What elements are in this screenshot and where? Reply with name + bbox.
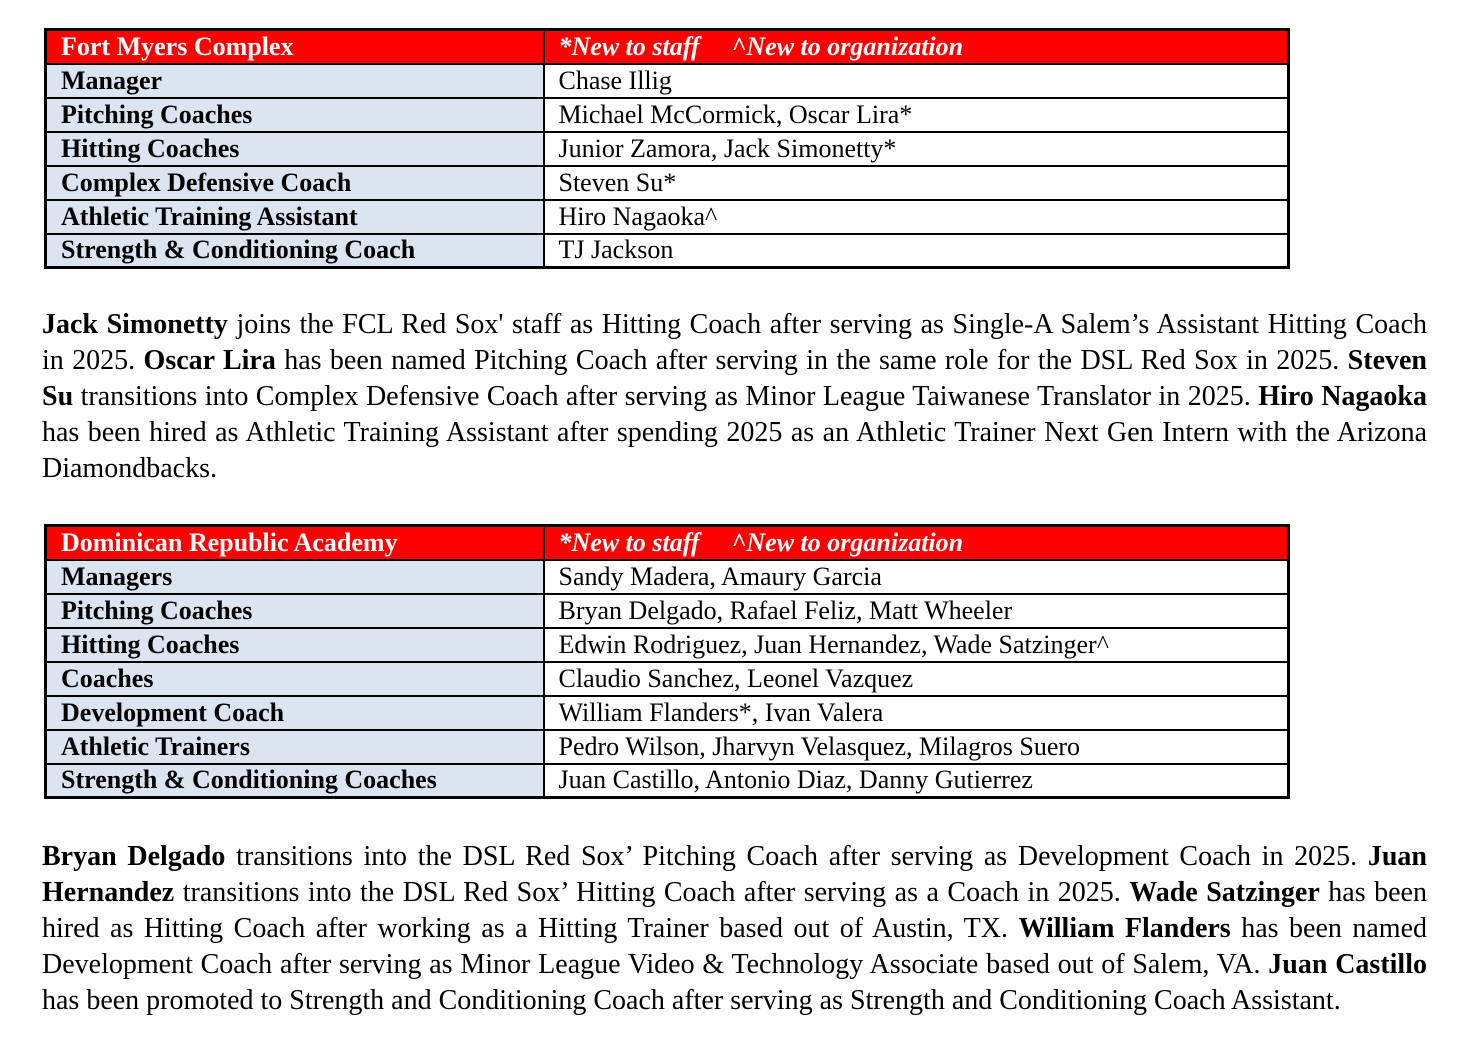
role-cell: Manager (46, 64, 544, 98)
text-segment: transitions into the DSL Red Sox’ Pitching Coach after serving as Development Coach in 2025. (225, 841, 1368, 872)
names-cell: Edwin Rodriguez, Juan Hernandez, Wade Satzinger^ (544, 628, 1289, 662)
names-cell: TJ Jackson (544, 234, 1289, 268)
person-name: Bryan Delgado (42, 841, 226, 872)
text-segment: has been named Pitching Coach after serving in the same role for the DSL Red Sox in 2025. (275, 345, 1348, 376)
text-segment: has been hired as Hitting Coach after working as a Hitting Trainer based out of Austin, TX. (42, 877, 1427, 944)
table-legend (544, 526, 1289, 560)
names-cell: Sandy Madera, Amaury Garcia (544, 560, 1289, 594)
legend-new-to-staff: *New to staff (558, 527, 700, 557)
names-cell: Juan Castillo, Antonio Diaz, Danny Gutierrez (544, 764, 1289, 798)
names-cell: Michael McCormick, Oscar Lira* (544, 98, 1289, 132)
table-row (46, 764, 1289, 798)
text-segment: has been promoted to Strength and Conditioning Coach after serving as Strength and Conditioning Coach Assistant. (42, 985, 1341, 1016)
person-name: Wade Satzinger (1129, 877, 1320, 908)
table-row (46, 662, 1289, 696)
role-cell: Managers (46, 560, 544, 594)
dominican-republic-summary-paragraph (42, 839, 1427, 1019)
fort-myers-complex-table (44, 28, 1290, 269)
text-segment: has been named Development Coach after serving as Minor League Video & Technology Associate based out of Salem, VA. (42, 913, 1428, 980)
person-name: Juan Castillo (1268, 949, 1427, 980)
role-cell: Hitting Coaches (46, 628, 544, 662)
table-row (46, 98, 1289, 132)
legend-new-to-organization: ^New to organization (731, 527, 964, 557)
names-cell: Junior Zamora, Jack Simonetty* (544, 132, 1289, 166)
role-cell: Coaches (46, 662, 544, 696)
text-segment: transitions into Complex Defensive Coach after serving as Minor League Taiwanese Translator in 2025. (73, 381, 1259, 412)
table-row (46, 594, 1289, 628)
person-name: Steven Su (42, 345, 1427, 412)
table-row (46, 628, 1289, 662)
text-segment: transitions into the DSL Red Sox’ Hitting Coach after serving as a Coach in 2025. (174, 877, 1130, 908)
role-cell: Pitching Coaches (46, 594, 544, 628)
names-cell: Claudio Sanchez, Leonel Vazquez (544, 662, 1289, 696)
dominican-republic-academy-table (44, 524, 1290, 799)
text-segment: joins the FCL Red Sox' staff as Hitting Coach after serving as Single-A Salem’s Assistant Hitting Coach in 2025. (42, 309, 1428, 376)
table-header-row (46, 526, 1289, 560)
table-row (46, 560, 1289, 594)
table-row (46, 696, 1289, 730)
table-header-row (46, 30, 1289, 64)
table-row (46, 64, 1289, 98)
table-row (46, 200, 1289, 234)
person-name: Jack Simonetty (42, 309, 228, 340)
table-row (46, 730, 1289, 764)
names-cell: Hiro Nagaoka^ (544, 200, 1289, 234)
person-name: Juan Hernandez (42, 841, 1428, 908)
person-name: Oscar Lira (143, 345, 276, 376)
table-title: Dominican Republic Academy (46, 526, 544, 560)
names-cell: Pedro Wilson, Jharvyn Velasquez, Milagros Suero (544, 730, 1289, 764)
legend-new-to-organization: ^New to organization (731, 31, 964, 61)
names-cell: Steven Su* (544, 166, 1289, 200)
fort-myers-summary-paragraph (42, 307, 1427, 487)
person-name: Hiro Nagaoka (1258, 381, 1427, 412)
table-row (46, 234, 1289, 268)
table-row (46, 132, 1289, 166)
role-cell: Strength & Conditioning Coach (46, 234, 544, 268)
legend-new-to-staff: *New to staff (558, 31, 700, 61)
names-cell: William Flanders*, Ivan Valera (544, 696, 1289, 730)
names-cell: Chase Illig (544, 64, 1289, 98)
names-cell: Bryan Delgado, Rafael Feliz, Matt Wheeler (544, 594, 1289, 628)
table-title: Fort Myers Complex (46, 30, 544, 64)
role-cell: Hitting Coaches (46, 132, 544, 166)
text-segment: has been hired as Athletic Training Assistant after spending 2025 as an Athletic Trainer Next Gen Intern with the Arizona Diamondbacks. (42, 417, 1427, 484)
table-row (46, 166, 1289, 200)
person-name: William Flanders (1018, 913, 1231, 944)
role-cell: Athletic Training Assistant (46, 200, 544, 234)
role-cell: Development Coach (46, 696, 544, 730)
role-cell: Strength & Conditioning Coaches (46, 764, 544, 798)
role-cell: Athletic Trainers (46, 730, 544, 764)
table-legend (544, 30, 1289, 64)
role-cell: Complex Defensive Coach (46, 166, 544, 200)
role-cell: Pitching Coaches (46, 98, 544, 132)
